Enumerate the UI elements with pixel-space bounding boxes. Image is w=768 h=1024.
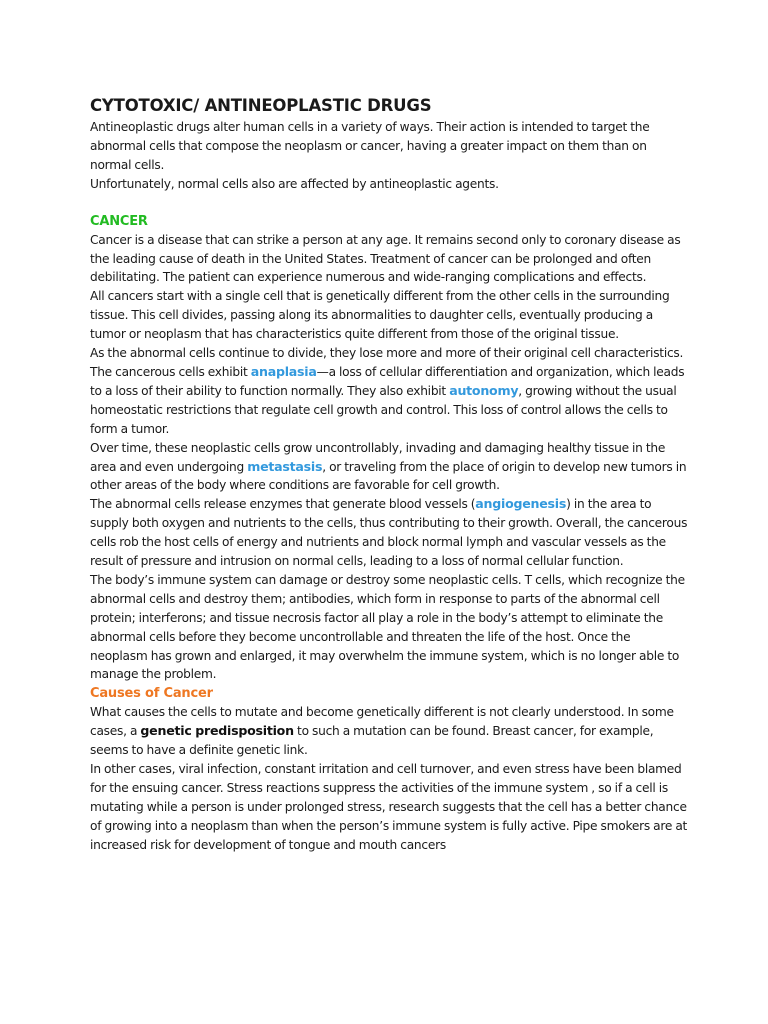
intro-paragraph-2: Unfortunately, normal cells also are affected by antineoplastic agents. <box>90 176 499 191</box>
text-run: What causes the cells to mutate and become genetically different is not clearly understood. In some cases, a <box>90 705 674 739</box>
document-page <box>90 96 688 855</box>
causes-heading: Causes of Cancer <box>90 686 213 702</box>
term-anaplasia: anaplasia <box>250 363 317 379</box>
cancer-paragraph-6: The body’s immune system can damage or destroy some neoplastic cells. T cells, which recognize the abnormal cells and destroy them; antibodies, which form in response to parts of the abnormal cell protein; interferons; and tissue necrosis factor all play a role in the body’s attempt to eliminate the abnormal cells before they become uncontrollable and threaten the life of the host. Once the neoplasm has grown and enlarged, it may overwhelm the immune system, which is no longer able to manage the problem. <box>90 572 685 682</box>
document-title: CYTOTOXIC/ ANTINEOPLASTIC DRUGS <box>90 96 432 115</box>
cancer-paragraph-3 <box>90 344 688 439</box>
cancer-paragraph-1: Cancer is a disease that can strike a person at any age. It remains second only to coronary disease as the leading cause of death in the United States. Treatment of cancer can be prolonged and often debilitating. The patient can experience numerous and wide-ranging complications and effects. <box>90 232 681 285</box>
text-run: As the abnormal cells continue to divide, they lose more and more of their original cell characteristics. The cancerous cells exhibit <box>90 346 684 379</box>
cancer-heading: CANCER <box>90 213 148 229</box>
text-run: to such a mutation can be found. Breast cancer, for example, seems to have a definite genetic link. <box>90 724 654 758</box>
cancer-paragraph-5 <box>90 495 688 571</box>
cancer-paragraph-2: All cancers start with a single cell that is genetically different from the other cells in the surrounding tissue. This cell divides, passing along its abnormalities to daughter cells, eventually producing a tumor or neoplasm that has characteristics quite different from those of the original tissue. <box>90 289 670 342</box>
cancer-paragraph-4 <box>90 439 688 496</box>
causes-paragraph-2: In other cases, viral infection, constant irritation and cell turnover, and even stress have been blamed for the ensuing cancer. Stress reactions suppress the activities of the immune system , so if a cell is mutating while a person is under prolonged stress, research suggests that the cell has a better chance of growing into a neoplasm than when the person’s immune system is fully active. Pipe smokers are at increased risk for development of tongue and mouth cancers <box>90 762 688 852</box>
term-autonomy: autonomy <box>449 382 519 398</box>
intro-paragraph-1: Antineoplastic drugs alter human cells in a variety of ways. Their action is intended to target the abnormal cells that compose the neoplasm or cancer, having a greater impact on them than on normal cells. <box>90 120 650 172</box>
text-run: The abnormal cells release enzymes that generate blood vessels ( <box>90 497 476 512</box>
term-genetic-predisposition: genetic predisposition <box>140 723 294 739</box>
text-run: , growing without the usual homeostatic restrictions that regulate cell growth and control. This loss of control allows the cells to form a tumor. <box>90 383 677 436</box>
text-run: Over time, these neoplastic cells grow uncontrollably, invading and damaging healthy tissue in the area and even undergoing <box>90 440 666 474</box>
term-metastasis: metastasis <box>247 458 323 474</box>
text-run: , or traveling from the place of origin to develop new tumors in other areas of the body where conditions are favorable for cell growth. <box>90 459 687 493</box>
causes-paragraph-1 <box>90 703 688 760</box>
text-run: —a loss of cellular differentiation and organization, which leads to a loss of their ability to function normally. They also exhibit <box>90 364 685 398</box>
term-angiogenesis: angiogenesis <box>475 496 567 512</box>
text-run: ) in the area to supply both oxygen and nutrients to the cells, thus contributing to their growth. Overall, the cancerous cells rob the host cells of energy and nutrients and block normal lymph and vascular vessels as the result of pressure and intrusion on normal cells, leading to a loss of normal cellular function. <box>90 497 688 569</box>
